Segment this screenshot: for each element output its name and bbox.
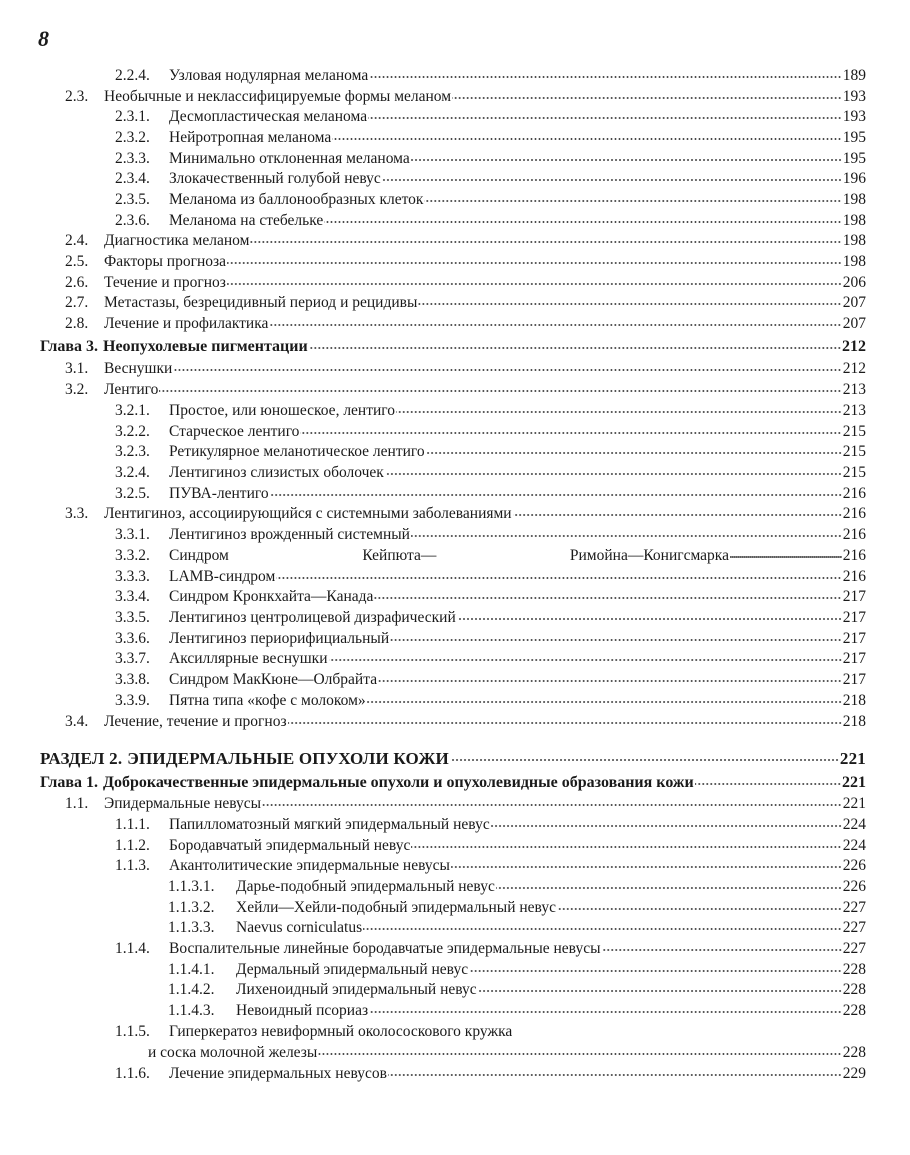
toc-entry-number: 3.2.2. — [115, 423, 150, 440]
dot-leader — [452, 96, 842, 100]
toc-entry-number: 1.1.1. — [115, 816, 150, 833]
dot-leader — [382, 178, 842, 182]
toc-entry-title: Пятна типа «кофе с молоком» — [169, 692, 366, 709]
toc-entry-page: 216 — [842, 505, 866, 522]
toc-entry-page: 229 — [842, 1065, 866, 1082]
toc-entry-title: Лентигиноз врожденный системный — [169, 526, 410, 543]
toc-entry-number: 1.1.4.2. — [168, 981, 215, 998]
toc-entry-page: 228 — [842, 1002, 866, 1019]
toc-entry-title: Хейли—Хейли-подобный эпидермальный невус — [236, 899, 556, 916]
toc-entry-page: 218 — [842, 692, 866, 709]
toc-entry-title: Лентигиноз слизистых оболочек — [169, 464, 384, 481]
toc-entry-title: Диагностика меланом — [104, 232, 250, 249]
dot-leader — [450, 758, 839, 762]
toc-entry-title-part: Римойна—Конигсмарка — [569, 547, 729, 564]
toc-entry-title: Меланома из баллонообразных клеток — [169, 191, 424, 208]
toc-entry[interactable] — [65, 86, 866, 107]
toc-entry-number: 3.2.1. — [115, 402, 150, 419]
toc-entry-page: 226 — [842, 857, 866, 874]
toc-entry-page: 224 — [842, 837, 866, 854]
toc-entry-title: Синдром Кронкхайта—Канада — [169, 588, 374, 605]
toc-entry-number: 2.3.3. — [115, 150, 150, 167]
toc-entry-number: 3.3. — [65, 505, 89, 522]
toc-entry[interactable] — [115, 1021, 866, 1042]
dot-leader — [269, 323, 841, 327]
toc-entry-title: Неопухолевые пигментации — [103, 338, 308, 355]
toc-entry-number: 3.3.1. — [115, 526, 150, 543]
toc-entry[interactable] — [65, 230, 866, 251]
dot-leader — [496, 886, 842, 890]
toc-entry-title: Веснушки — [104, 360, 173, 377]
toc-entry-title: Лечение, течение и прогноз — [104, 713, 287, 730]
toc-entry[interactable] — [115, 545, 866, 566]
toc-entry-number: 1.1.3.1. — [168, 878, 215, 895]
toc-entry[interactable] — [115, 586, 866, 607]
toc-entry-page: 228 — [842, 961, 866, 978]
toc-entry[interactable] — [115, 400, 866, 421]
toc-entry-title: ЭПИДЕРМАЛЬНЫЕ ОПУХОЛИ КОЖИ — [127, 749, 449, 768]
dot-leader — [250, 240, 841, 244]
dot-leader — [557, 907, 842, 911]
toc-entry-title: Эпидермальные невусы — [104, 795, 262, 812]
toc-entry-number: 3.3.5. — [115, 609, 150, 626]
toc-entry[interactable] — [65, 313, 866, 334]
toc-entry-page: 216 — [842, 547, 866, 564]
toc-entry-number: 3.3.8. — [115, 671, 150, 688]
toc-entry-page: 215 — [842, 443, 866, 460]
toc-entry[interactable] — [115, 524, 866, 545]
page-number: 8 — [38, 26, 49, 51]
dot-leader — [369, 75, 842, 79]
toc-entry-page: 198 — [842, 232, 866, 249]
toc-entry[interactable] — [115, 938, 866, 959]
dot-leader — [457, 617, 842, 621]
dot-leader — [411, 534, 842, 538]
toc-entry-page: 216 — [842, 568, 866, 585]
toc-entry-page: 221 — [842, 774, 866, 791]
dot-leader — [388, 1073, 842, 1077]
dot-leader — [318, 1052, 841, 1056]
toc-entry-number: 3.3.4. — [115, 588, 150, 605]
toc-entry[interactable] — [65, 503, 866, 524]
toc-entry[interactable] — [168, 876, 866, 897]
toc-entry-page: 198 — [842, 212, 866, 229]
dot-leader — [159, 389, 841, 393]
toc-entry[interactable] — [115, 106, 866, 127]
toc-entry-page: 195 — [842, 129, 866, 146]
toc-entry-number: 3.3.6. — [115, 630, 150, 647]
dot-leader — [367, 700, 842, 704]
toc-entry-number: 3.4. — [65, 713, 89, 730]
dot-leader — [411, 158, 842, 162]
toc-entry-page: 221 — [839, 749, 866, 768]
toc-entry-page: 218 — [842, 713, 866, 730]
toc-entry-number: 2.3.5. — [115, 191, 150, 208]
toc-entry-number: 2.8. — [65, 315, 89, 332]
toc-entry-page: 217 — [842, 609, 866, 626]
toc-entry[interactable] — [168, 897, 866, 918]
toc-entry-number: 3.3.3. — [115, 568, 150, 585]
dot-leader — [363, 927, 842, 931]
toc-entry-title: Простое, или юношеское, лентиго — [169, 402, 396, 419]
toc-entry-title: Папилломатозный мягкий эпидермальный невус — [169, 816, 490, 833]
toc-entry-number: 2.6. — [65, 274, 89, 291]
toc-entry-title: Доброкачественные эпидермальные опухоли и опухолевидные образования кожи — [103, 774, 694, 791]
toc-entry-page: 228 — [842, 1044, 866, 1061]
dot-leader — [695, 782, 841, 786]
toc-entry-page: 227 — [842, 919, 866, 936]
toc-entry-number: 2.3.4. — [115, 170, 150, 187]
toc-entry[interactable] — [115, 483, 866, 504]
dot-leader — [262, 803, 842, 807]
toc-entry-number: 1.1.4.1. — [168, 961, 215, 978]
toc-entry-page: 215 — [842, 423, 866, 440]
toc-entry-number: 1.1.3.2. — [168, 899, 215, 916]
toc-entry-number: 3.1. — [65, 360, 89, 377]
toc-entry[interactable] — [40, 772, 866, 793]
toc-entry-number: 1.1.6. — [115, 1065, 150, 1082]
dot-leader — [451, 865, 842, 869]
dot-leader — [300, 431, 841, 435]
toc-entry[interactable] — [115, 607, 866, 628]
toc-entry-page: 198 — [842, 253, 866, 270]
toc-entry-title: Лентиго — [104, 381, 159, 398]
toc-entry-number: 3.3.2. — [115, 547, 150, 564]
toc-entry-number: Глава 3. — [40, 338, 98, 355]
dot-leader — [390, 638, 842, 642]
toc-entry-page: 227 — [842, 899, 866, 916]
toc-entry[interactable] — [65, 379, 866, 400]
toc-entry[interactable] — [40, 336, 866, 357]
toc-entry-number: 1.1.4. — [115, 940, 150, 957]
toc-entry-title-part: Синдром — [169, 547, 229, 564]
toc-entry[interactable] — [115, 669, 866, 690]
toc-entry-title: Лечение эпидермальных невусов — [169, 1065, 387, 1082]
toc-entry-page: 227 — [842, 940, 866, 957]
toc-entry[interactable] — [65, 711, 866, 732]
toc-entry[interactable] — [40, 748, 866, 769]
toc-entry-title: Старческое лентиго — [169, 423, 300, 440]
dot-leader — [730, 555, 842, 559]
toc-entry-number: 2.3.1. — [115, 108, 150, 125]
toc-entry-number: РАЗДЕЛ 2. — [40, 749, 123, 768]
toc-entry-page: 193 — [842, 88, 866, 105]
dot-leader — [332, 137, 842, 141]
toc-entry[interactable] — [115, 1063, 866, 1084]
toc-entry[interactable] — [115, 690, 866, 711]
toc-entry-number: 3.2.4. — [115, 464, 150, 481]
toc-entry-title: Нейротропная меланома — [169, 129, 332, 146]
toc-entry-page: 193 — [842, 108, 866, 125]
dot-leader — [396, 410, 842, 414]
toc-entry-page: 215 — [842, 464, 866, 481]
toc-entry-number: 3.2.3. — [115, 443, 150, 460]
toc-entry-title: Воспалительные линейные бородавчатые эпидермальные невусы — [169, 940, 601, 957]
dot-leader — [227, 261, 842, 265]
dot-leader — [469, 969, 842, 973]
toc-entry[interactable] — [115, 648, 866, 669]
dot-leader — [478, 989, 842, 993]
toc-entry-number: 2.7. — [65, 294, 89, 311]
toc-entry-page: 198 — [842, 191, 866, 208]
toc-entry-number: 3.2. — [65, 381, 89, 398]
toc-entry[interactable] — [115, 168, 866, 189]
toc-entry-title-part: Кейпюта— — [362, 547, 437, 564]
dot-leader — [227, 282, 842, 286]
toc-entry[interactable] — [115, 189, 866, 210]
toc-entry-title: Меланома на стебельке — [169, 212, 324, 229]
toc-entry-page: 207 — [842, 294, 866, 311]
toc-entry-title: Акантолитические эпидермальные невусы — [169, 857, 450, 874]
toc-entry[interactable] — [115, 421, 866, 442]
dot-leader — [385, 472, 842, 476]
toc-entry-number: 2.4. — [65, 232, 89, 249]
toc-entry[interactable] — [115, 462, 866, 483]
toc-entry-page: 216 — [842, 526, 866, 543]
dot-leader — [374, 596, 841, 600]
toc-entry-page: 189 — [842, 67, 866, 84]
toc-entry-title: и соска молочной железы — [148, 1044, 318, 1061]
toc-entry-page: 206 — [842, 274, 866, 291]
toc-entry-page: 224 — [842, 816, 866, 833]
toc-entry-title: Аксиллярные веснушки — [169, 650, 328, 667]
dot-leader — [288, 721, 842, 725]
toc-entry-number: 2.2.4. — [115, 67, 150, 84]
toc-entry[interactable] — [115, 855, 866, 876]
toc-entry-title: Невоидный псориаз — [236, 1002, 369, 1019]
toc-entry-title: Ретикулярное меланотическое лентиго — [169, 443, 425, 460]
toc-entry[interactable] — [168, 979, 866, 1000]
toc-entry-title: Дарье-подобный эпидермальный невус — [236, 878, 495, 895]
toc-entry-number: 3.3.9. — [115, 692, 150, 709]
dot-leader — [329, 658, 842, 662]
toc-entry[interactable] — [115, 148, 866, 169]
toc-entry-page: 217 — [842, 671, 866, 688]
toc-entry[interactable] — [115, 566, 866, 587]
toc-entry[interactable] — [168, 917, 866, 938]
toc-entry-page: 207 — [842, 315, 866, 332]
toc-entry-title: Лихеноидный эпидермальный невус — [236, 981, 477, 998]
toc-entry-title: Лентигиноз, ассоциирующийся с системными заболеваниями — [104, 505, 512, 522]
toc-entry-page: 226 — [842, 878, 866, 895]
dot-leader — [309, 346, 841, 350]
toc-entry-page: 195 — [842, 150, 866, 167]
toc-entry-page: 216 — [842, 485, 866, 502]
toc-entry[interactable] — [168, 959, 866, 980]
toc-entry-page: 212 — [842, 360, 866, 377]
toc-entry-title — [169, 545, 729, 566]
toc-entry-number: 2.3.6. — [115, 212, 150, 229]
dot-leader — [369, 1010, 842, 1014]
toc-entry-number: 2.5. — [65, 253, 89, 270]
dot-leader — [173, 368, 841, 372]
toc-entry-page: 217 — [842, 588, 866, 605]
toc-entry-title: Факторы прогноза — [104, 253, 227, 270]
toc-entry-number: 1.1.2. — [115, 837, 150, 854]
toc-entry-title: Лентигиноз центролицевой дизрафический — [169, 609, 456, 626]
toc-entry[interactable] — [115, 65, 866, 86]
dot-leader — [378, 679, 842, 683]
toc-entry-title: Узловая нодулярная меланома — [169, 67, 369, 84]
toc-entry-page: 217 — [842, 650, 866, 667]
toc-entry-number: 1.1.5. — [115, 1023, 150, 1040]
dot-leader — [491, 824, 842, 828]
toc-entry-number: 1.1.3. — [115, 857, 150, 874]
toc-entry-number: 1.1. — [65, 795, 89, 812]
toc-entry-title: ПУВА-лентиго — [169, 485, 269, 502]
toc-entry-page: 212 — [842, 338, 866, 355]
toc-entry[interactable] — [65, 358, 866, 379]
toc-entry-title: Лентигиноз периорифициальный — [169, 630, 390, 647]
toc-entry-page: 217 — [842, 630, 866, 647]
dot-leader — [426, 451, 842, 455]
toc-entry-page: 213 — [842, 402, 866, 419]
toc-entry-page: 196 — [842, 170, 866, 187]
dot-leader — [368, 116, 842, 120]
toc-entry[interactable] — [115, 441, 866, 462]
toc-entry-number: 1.1.4.3. — [168, 1002, 215, 1019]
toc-entry[interactable] — [65, 292, 866, 313]
toc-entry-title: Дермальный эпидермальный невус — [236, 961, 469, 978]
toc-entry-number: Глава 1. — [40, 774, 98, 791]
toc-entry-title: Злокачественный голубой невус — [169, 170, 381, 187]
toc-entry-title: Лечение и профилактика — [104, 315, 269, 332]
toc-entry-title: Десмопластическая меланома — [169, 108, 368, 125]
toc-entry[interactable] — [115, 628, 866, 649]
toc-entry[interactable] — [148, 1042, 866, 1063]
toc-entry-title: Минимально отклоненная меланома — [169, 150, 410, 167]
toc-entry-page: 228 — [842, 981, 866, 998]
dot-leader — [276, 576, 841, 580]
dot-leader — [324, 220, 841, 224]
dot-leader — [411, 845, 841, 849]
dot-leader — [602, 948, 842, 952]
toc-entry-title: LAMB-синдром — [169, 568, 276, 585]
toc-entry-title: Метастазы, безрецидивный период и рецидивы — [104, 294, 418, 311]
toc-entry[interactable] — [115, 127, 866, 148]
toc-entry-number: 2.3.2. — [115, 129, 150, 146]
toc-entry-title: Необычные и неклассифицируемые формы меланом — [104, 88, 452, 105]
dot-leader — [424, 199, 841, 203]
toc-entry-title: Течение и прогноз — [104, 274, 226, 291]
toc-entry[interactable] — [65, 251, 866, 272]
dot-leader — [513, 513, 842, 517]
toc-entry-number: 2.3. — [65, 88, 89, 105]
toc-entry[interactable] — [168, 1000, 866, 1021]
toc-entry-title: Бородавчатый эпидермальный невус — [169, 837, 411, 854]
toc-entry-page: 213 — [842, 381, 866, 398]
dot-leader — [418, 302, 841, 306]
toc-entry-page: 221 — [842, 795, 866, 812]
toc-entry-number: 3.2.5. — [115, 485, 150, 502]
toc-entry-title: Гиперкератоз невиформный околососкового кружка — [169, 1023, 513, 1040]
toc-entry[interactable] — [115, 210, 866, 231]
toc-entry-number: 1.1.3.3. — [168, 919, 215, 936]
toc-entry[interactable] — [65, 793, 866, 814]
toc-entry[interactable] — [115, 814, 866, 835]
toc-entry-number: 3.3.7. — [115, 650, 150, 667]
toc-entry-title: Синдром МакКюне—Олбрайта — [169, 671, 378, 688]
toc-entry-title: Naevus corniculatus — [236, 919, 363, 936]
toc-entry[interactable] — [65, 272, 866, 293]
dot-leader — [270, 493, 842, 497]
toc-entry[interactable] — [115, 835, 866, 856]
